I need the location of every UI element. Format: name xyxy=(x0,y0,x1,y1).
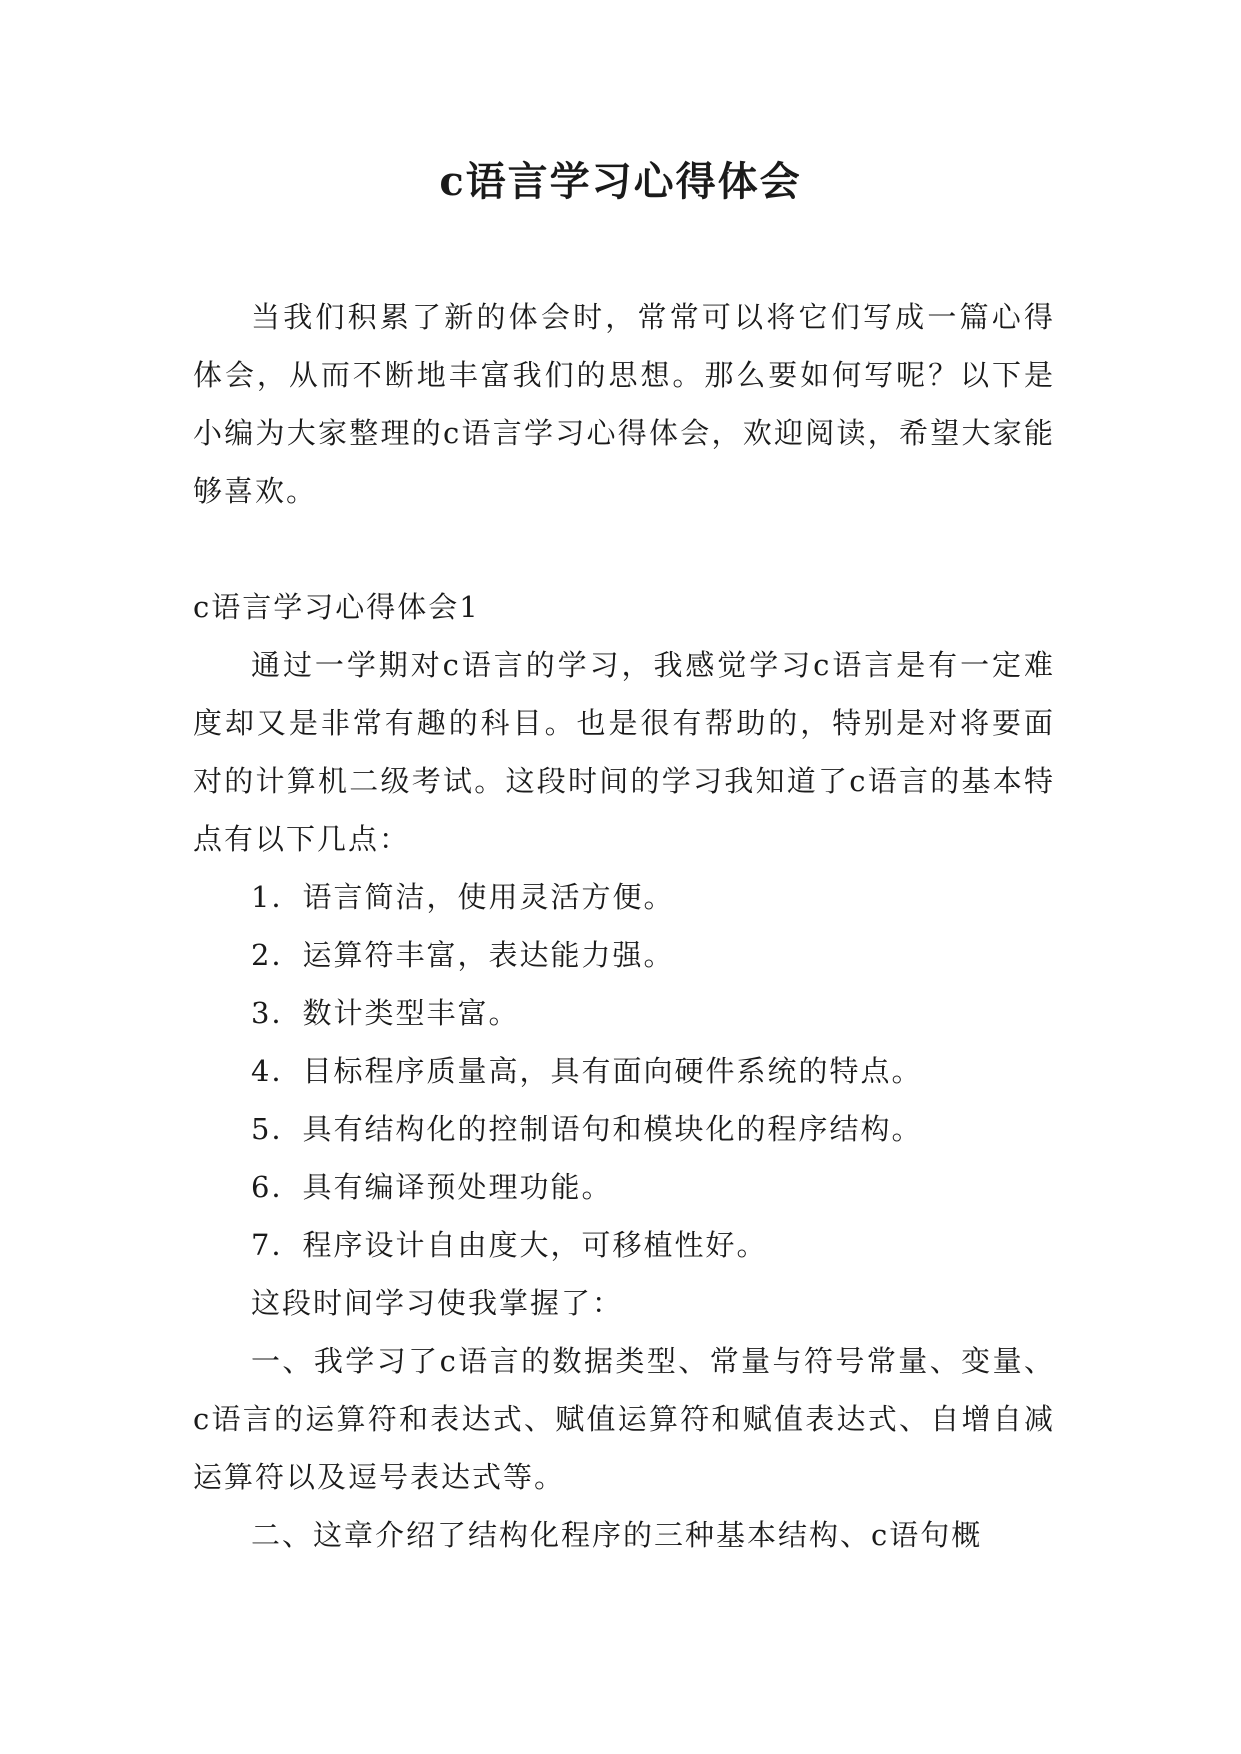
section-heading: c语言学习心得体会1 xyxy=(193,590,480,624)
list-item: 4．目标程序质量高，具有面向硬件系统的特点。 xyxy=(251,1054,923,1088)
paragraph-1: 通过一学期对c语言的学习，我感觉学习c语言是有一定难度却又是非常有趣的科目。也是很有帮助的，特别是对将要面对的计算机二级考试。这段时间的学习我知道了c语言的基本特点有以下几点： xyxy=(193,648,1055,856)
document-body xyxy=(193,288,1055,1564)
paragraph-3: 一、我学习了c语言的数据类型、常量与符号常量、变量、c语言的运算符和表达式、赋值运算符和赋值表达式、自增自减运算符以及逗号表达式等。 xyxy=(193,1344,1055,1494)
list-item: 7．程序设计自由度大，可移植性好。 xyxy=(251,1228,768,1262)
list-item: 5．具有结构化的控制语句和模块化的程序结构。 xyxy=(251,1112,923,1146)
document-title: c语言学习心得体会 xyxy=(439,158,802,205)
list-item: 6．具有编译预处理功能。 xyxy=(251,1170,613,1204)
list-item: 1．语言简洁，使用灵活方便。 xyxy=(251,880,675,914)
intro-paragraph: 当我们积累了新的体会时，常常可以将它们写成一篇心得体会，从而不断地丰富我们的思想。那么要如何写呢？以下是小编为大家整理的c语言学习心得体会，欢迎阅读，希望大家能够喜欢。 xyxy=(193,300,1055,508)
list-item: 3．数计类型丰富。 xyxy=(251,996,520,1030)
paragraph-4: 二、这章介绍了结构化程序的三种基本结构、c语句概 xyxy=(251,1518,983,1552)
paragraph-2: 这段时间学习使我掌握了： xyxy=(251,1286,624,1320)
list-item: 2．运算符丰富，表达能力强。 xyxy=(251,938,675,972)
